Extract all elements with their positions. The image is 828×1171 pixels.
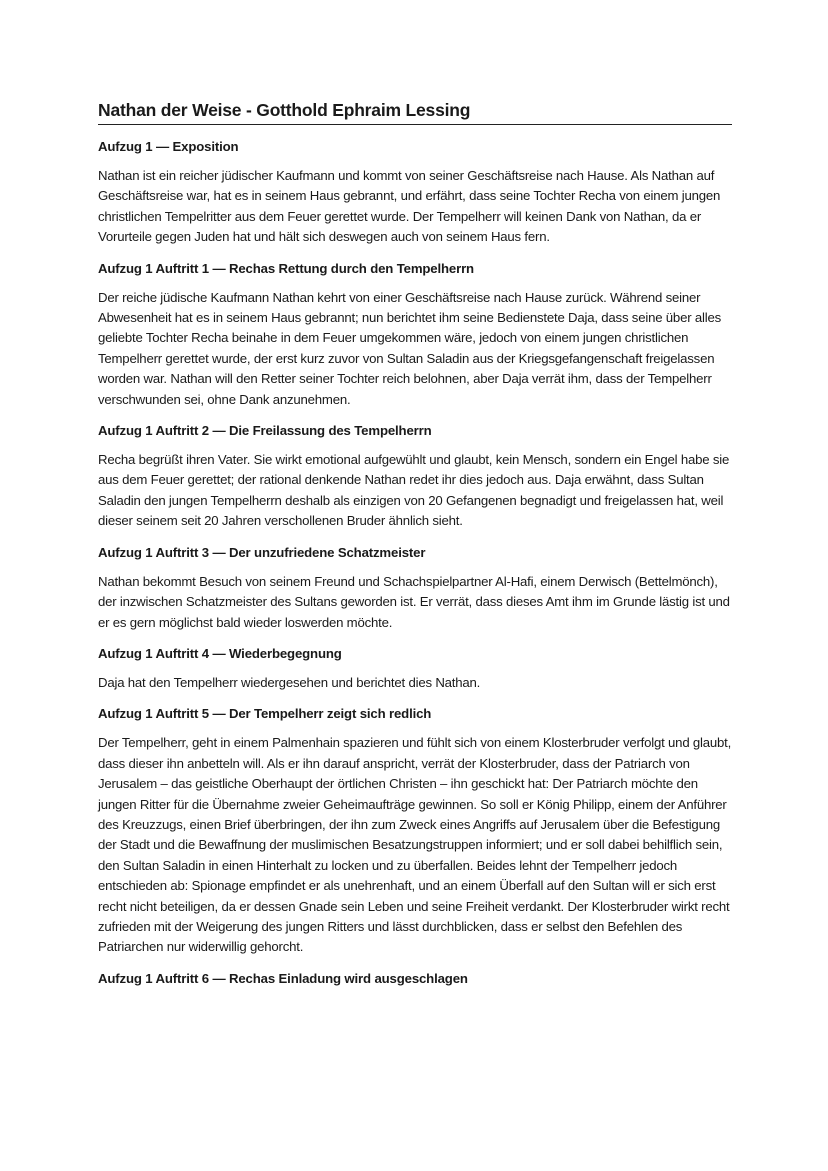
section-auftritt-1 bbox=[98, 248, 732, 410]
section-auftritt-2 bbox=[98, 410, 732, 532]
section-heading: Aufzug 1 Auftritt 2 — Die Freilassung des Tempelherrn bbox=[98, 423, 432, 439]
section-body: Nathan ist ein reicher jüdischer Kaufmann und kommt von seiner Geschäftsreise nach Hause. Als Nathan auf Geschäftsreise war, hat es in seinem Haus gebrannt, und erfährt, dass seine Tochter Recha von einem jungen christlichen Tempelritter aus dem Feuer gerettet wurde. Der Tempelherr will keinen Dank von Nathan, da er Vorurteile gegen Juden hat und hält sich deswegen auch von seinem Haus fern. bbox=[98, 168, 721, 245]
section-heading: Aufzug 1 Auftritt 6 — Rechas Einladung wird ausgeschlagen bbox=[98, 970, 468, 986]
section-body: Nathan bekommt Besuch von seinem Freund und Schachspielpartner Al-Hafi, einem Derwisch (Bettelmönch), der inzwischen Schatzmeister des Sultans geworden ist. Er verrät, dass dieses Amt ihm im Grunde lästig ist und er es gern möglichst bald wieder loswerden möchte. bbox=[98, 573, 730, 630]
section-heading: Aufzug 1 Auftritt 1 — Rechas Rettung durch den Tempelherrn bbox=[98, 260, 474, 276]
section-auftritt-6 bbox=[98, 958, 732, 989]
document-page bbox=[98, 99, 732, 989]
section-heading: Aufzug 1 — Exposition bbox=[98, 139, 239, 154]
section-auftritt-4 bbox=[98, 633, 732, 693]
section-exposition bbox=[98, 125, 732, 248]
section-body: Daja hat den Tempelherr wiedergesehen und berichtet dies Nathan. bbox=[98, 674, 481, 690]
section-body: Der Tempelherr, geht in einem Palmenhain spazieren und fühlt sich von einem Klosterbruder verfolgt und glaubt, dass dieser ihn anbetteln will. Als er ihn darauf anspricht, verrät der Klosterbruder, dass der Patriarch von Jerusalem – das geistliche Oberhaupt der örtlichen Christen – ihn geschickt hat: Der Patriarch möchte den jungen Ritter für die Übernahme zweier Geheimaufträge gewinnen. So soll er König Philipp, einem der Anführer des Kreuzzugs, einen Brief überbringen, der ihn zum Zweck eines Angriffs auf Jerusalem über die Befestigung der Stadt und die Bewaffnung der muslimischen Besatzungstruppen informiert; und er soll dabei behilflich sein, den Sultan Saladin in einen Hinterhalt zu locken und zu überfallen. Beides lehnt der Tempelherr jedoch entschieden ab: Spionage empfindet er als unehrenhaft, und an einem Überfall auf den Sultan will er sich erst recht nicht beteiligen, da er dessen Gnade sein Leben und seine Freiheit verdankt. Der Klosterbruder wirkt recht zufrieden mit der Weigerung des jungen Ritters und lässt durchblicken, dass er selbst den Befehlen des Patriarchen nur widerwillig gehorcht. bbox=[98, 735, 732, 955]
document-title: Nathan der Weise - Gotthold Ephraim Lessing bbox=[98, 99, 732, 125]
section-body: Der reiche jüdische Kaufmann Nathan kehrt von einer Geschäftsreise nach Hause zurück. Während seiner Abwesenheit hat es in seinem Haus gebrannt; nun berichtet ihm seine Bedienstete Daja, dass seine über alles geliebte Tochter Recha beinahe in dem Feuer umgekommen wäre, jedoch von einem jungen christlichen Tempelherr gerettet wurde, der erst kurz zuvor von Sultan Saladin aus der Kriegsgefangenschaft freigelassen worden war. Nathan will den Retter seiner Tochter reich belohnen, aber Daja verrät ihm, dass der Tempelherr verschwunden sei, ohne Dank anzunehmen. bbox=[98, 289, 721, 407]
section-heading: Aufzug 1 Auftritt 3 — Der unzufriedene Schatzmeister bbox=[98, 544, 426, 560]
section-body: Recha begrüßt ihren Vater. Sie wirkt emotional aufgewühlt und glaubt, kein Mensch, sondern ein Engel habe sie aus dem Feuer gerettet; der rational denkende Nathan redet ihr dies jedoch aus. Daja erwähnt, dass Sultan Saladin den jungen Tempelherrn deshalb als einzigen von 20 Gefangenen begnadigt und freigelassen hat, weil dieser seinem seit 20 Jahren verschollenen Bruder ähnlich sieht. bbox=[98, 452, 730, 529]
section-heading: Aufzug 1 Auftritt 5 — Der Tempelherr zeigt sich redlich bbox=[98, 706, 432, 722]
section-auftritt-3 bbox=[98, 532, 732, 633]
section-heading: Aufzug 1 Auftritt 4 — Wiederbegegnung bbox=[98, 645, 342, 661]
section-auftritt-5 bbox=[98, 693, 732, 957]
